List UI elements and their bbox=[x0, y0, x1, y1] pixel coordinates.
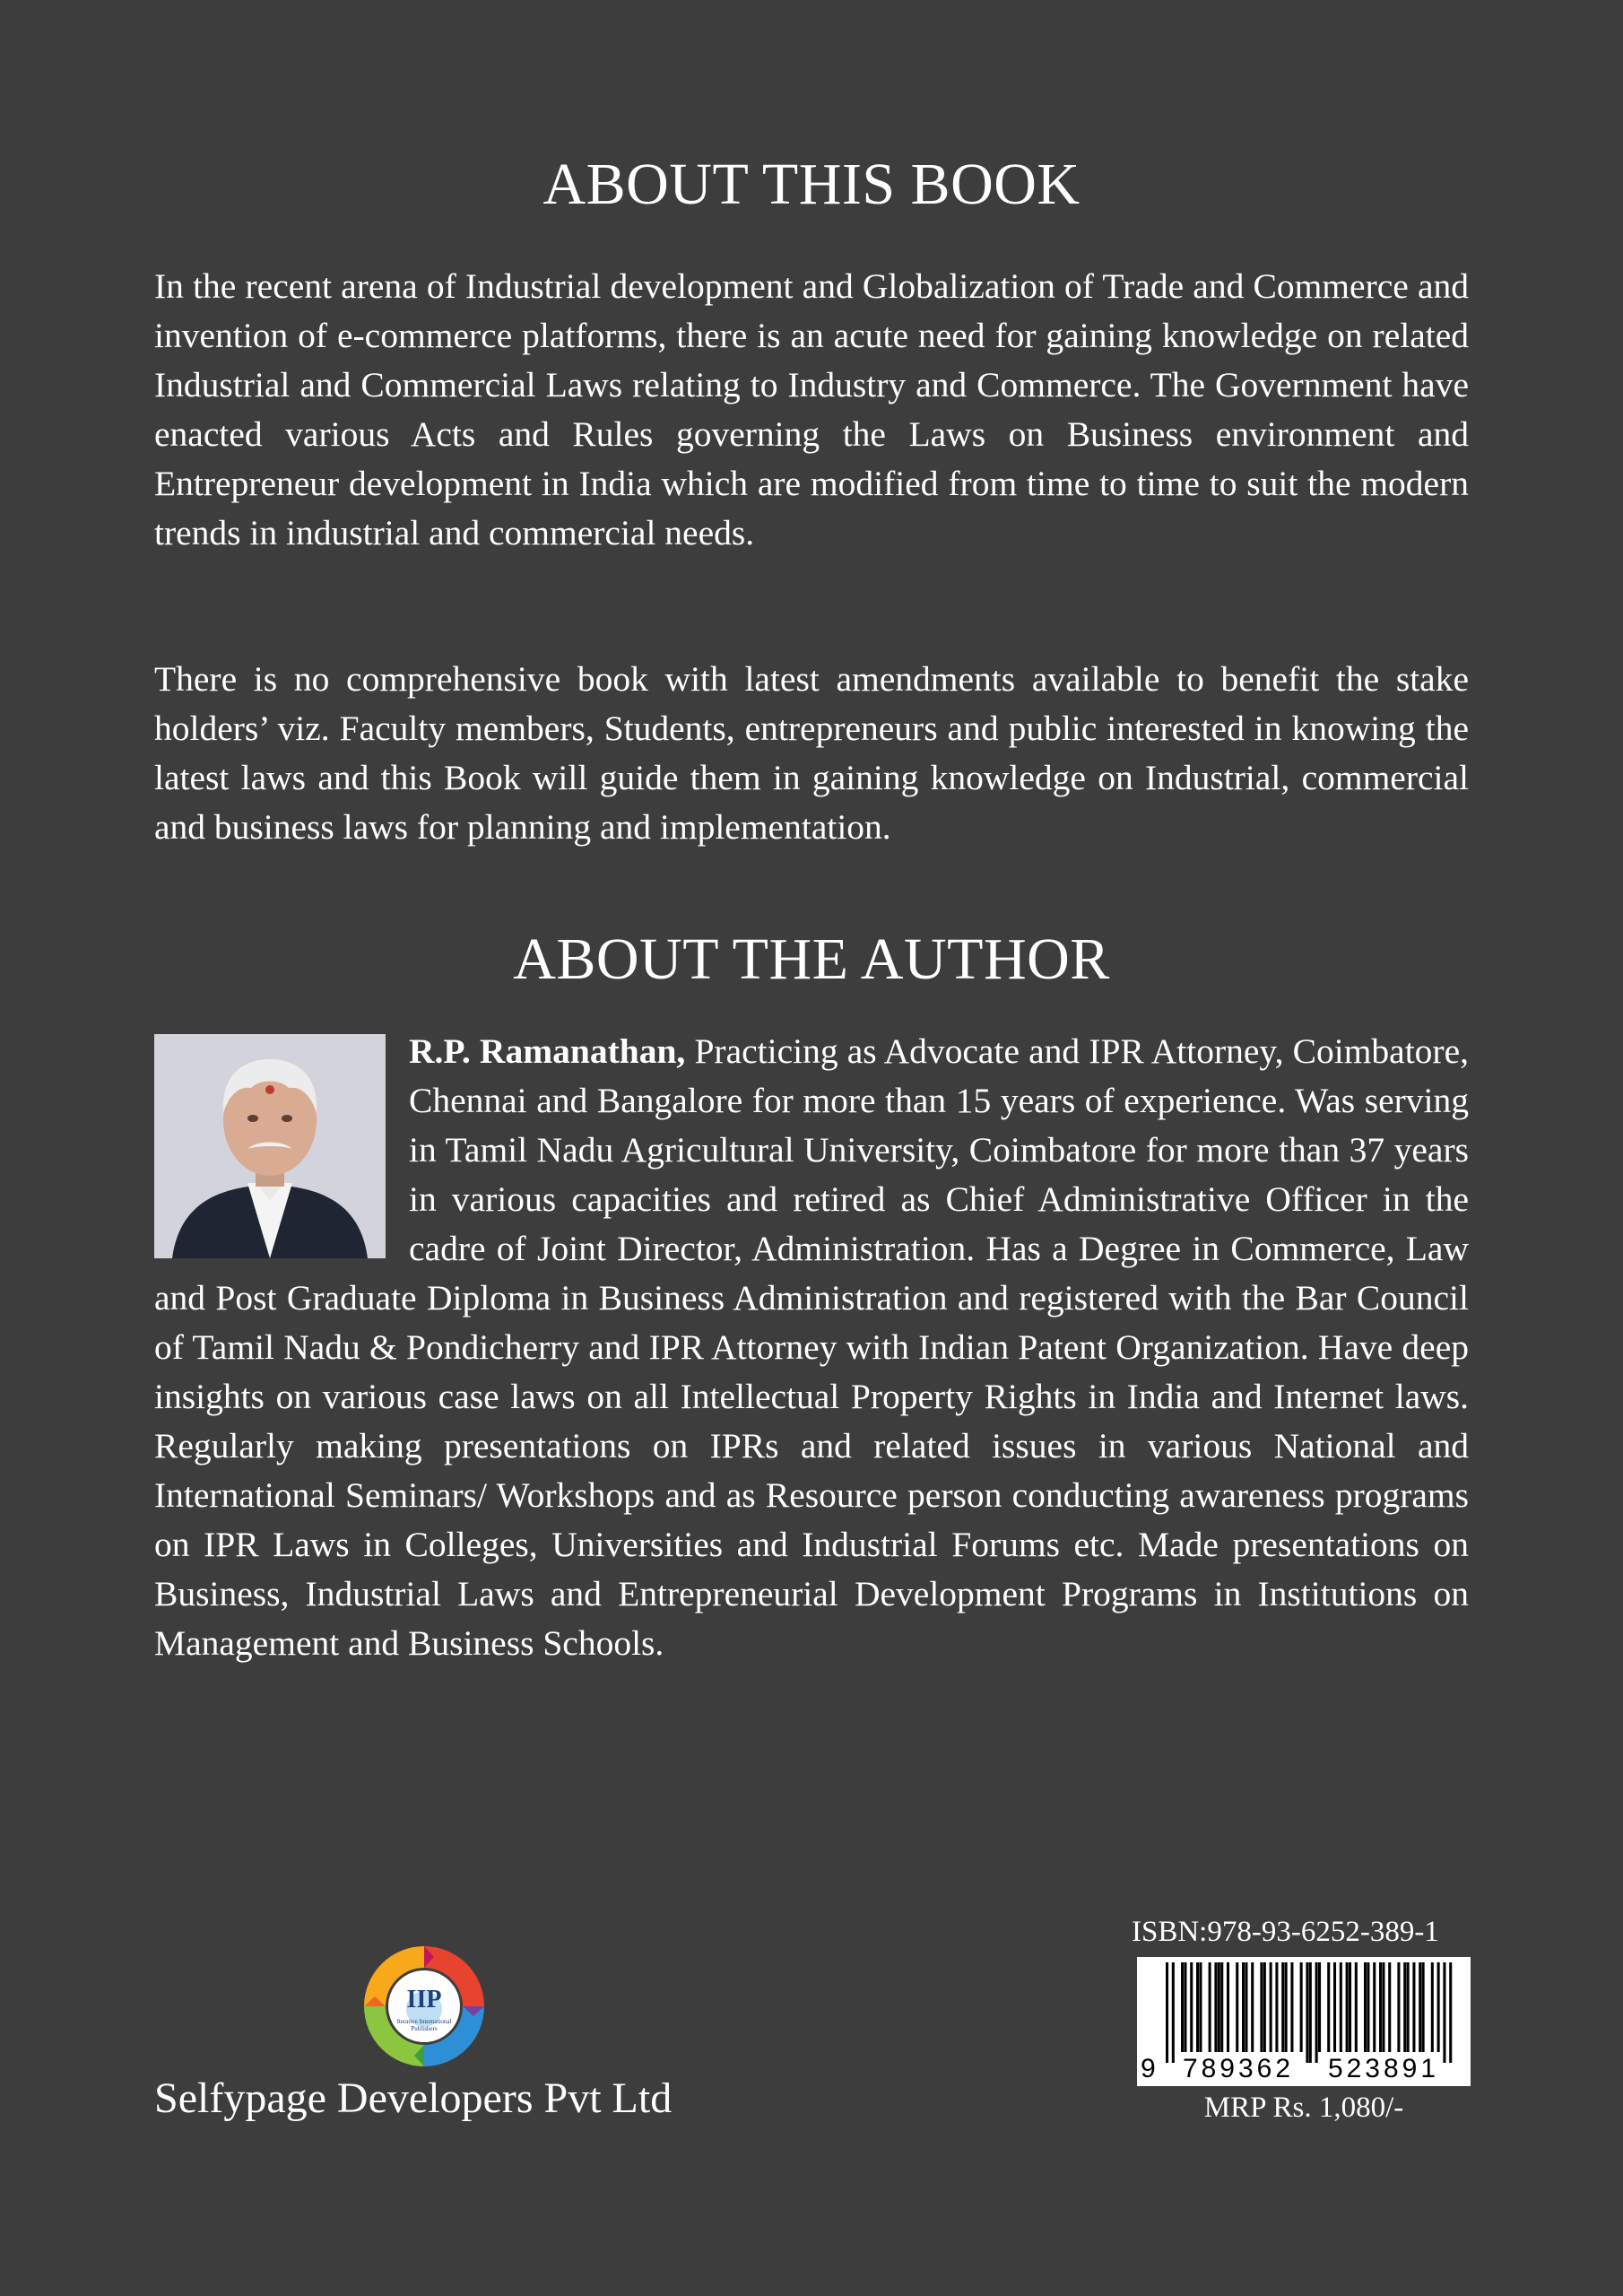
barcode-bar bbox=[1382, 1962, 1384, 2052]
about-book-heading: ABOUT THIS BOOK bbox=[542, 152, 1081, 217]
barcode-bar bbox=[1209, 1962, 1211, 2052]
barcode-bar bbox=[1218, 1962, 1220, 2052]
barcode-bar bbox=[1290, 1962, 1293, 2052]
barcode-bar bbox=[1422, 1962, 1425, 2052]
barcode-digits-left: 789362 bbox=[1182, 2054, 1295, 2083]
barcode-bar bbox=[1190, 1962, 1193, 2052]
author-photo bbox=[154, 1034, 386, 1258]
isbn-label: ISBN:978-93-6252-389-1 bbox=[1132, 1916, 1439, 1948]
barcode-digit-first: 9 bbox=[1141, 2054, 1156, 2083]
barcode-bar bbox=[1388, 1962, 1391, 2052]
author-bio: Practicing as Advocate and IPR Attorney, Coimbatore, Chennai and Bangalore for more than 15 years of experience. Was serving in Tamil Nadu Agricultural University, Coimbatore for more than 37 years in various capacities and retired as Chief Administrative Officer in the cadre of Joint Director, Administration. Has a Degree in Commerce, Law and Post Graduate Diploma in Business Administration and registered with the Bar Council of Tamil Nadu & Pondicherry and IPR Attorney with Indian Patent Organization. Have deep insights on various case laws on all Intellectual Property Rights in India and Internet laws. Regularly making presentations on IPRs and related issues in various National and International Seminars/ Workshops and as Resource person conducting awareness programs on IPR Laws in Colleges, Universities and Industrial Forums etc. Made presentations on Business, Industrial Laws and Entrepreneurial Development Programs in Institutions on Management and Business Schools. bbox=[154, 1031, 1469, 1663]
barcode-bar bbox=[1220, 1962, 1223, 2052]
about-author-heading: ABOUT THE AUTHOR bbox=[513, 926, 1110, 992]
barcode-bar bbox=[1214, 1962, 1217, 2052]
publisher-logo-ring-text: Iterative International Publishers bbox=[396, 2018, 452, 2032]
publisher-name: Selfypage Developers Pvt Ltd bbox=[154, 2074, 673, 2122]
barcode-bar bbox=[1245, 1962, 1247, 2052]
barcode-bar bbox=[1275, 1962, 1278, 2052]
about-book-paragraph-2: There is no comprehensive book with latest amendments available to benefit the stake holders’ viz. Faculty members, Students, entrepreneurs and public interested in knowing the latest laws and this Book will guide them in gaining knowledge on Industrial, commercial and business laws for planning and implementation. bbox=[154, 659, 1469, 847]
barcode-bar bbox=[1166, 1962, 1168, 2063]
barcode-bar bbox=[1281, 1962, 1284, 2052]
barcode-bar bbox=[1318, 1962, 1321, 2052]
barcode-bar bbox=[1403, 1962, 1406, 2052]
barcode-bar bbox=[1437, 1962, 1440, 2052]
barcode-bar bbox=[1355, 1962, 1358, 2052]
publisher-logo-initials: IIP bbox=[406, 1986, 442, 2013]
publisher-logo bbox=[357, 1939, 491, 2074]
barcode-bar bbox=[1349, 1962, 1351, 2052]
barcode-bar bbox=[1172, 1962, 1175, 2063]
price: MRP Rs. 1,080/- bbox=[1203, 2092, 1404, 2124]
isbn-barcode bbox=[1137, 1957, 1471, 2086]
barcode-bar bbox=[1346, 1962, 1349, 2052]
barcode-bar bbox=[1379, 1962, 1382, 2052]
barcode-bar bbox=[1431, 1962, 1434, 2052]
barcode-bar bbox=[1443, 1962, 1445, 2063]
barcode-bar bbox=[1184, 1962, 1186, 2052]
barcode-bar bbox=[1306, 1962, 1308, 2063]
barcode-bar bbox=[1364, 1962, 1367, 2052]
barcode-bar bbox=[1412, 1962, 1415, 2052]
barcode-bar bbox=[1260, 1962, 1263, 2052]
barcode-bar bbox=[1270, 1962, 1272, 2052]
barcode-bar bbox=[1373, 1962, 1376, 2052]
barcode-bar bbox=[1333, 1962, 1336, 2052]
barcode-bar bbox=[1236, 1962, 1238, 2052]
barcode-bar bbox=[1407, 1962, 1410, 2052]
barcode-bar bbox=[1285, 1962, 1288, 2052]
barcode-bar bbox=[1251, 1962, 1254, 2052]
author-name: R.P. Ramanathan, bbox=[409, 1031, 686, 1071]
barcode-bar bbox=[1340, 1962, 1342, 2052]
barcode-bar bbox=[1309, 1962, 1312, 2063]
barcode-bar bbox=[1263, 1962, 1266, 2052]
about-book-paragraph-1: In the recent arena of Industrial development and Globalization of Trade and Commerce and invention of e-commerce platforms, there is an acute need for gaining knowledge on related Industrial and Commercial Laws relating to Industry and Commerce. The Government have enacted various Acts and Rules governing the Laws on Business environment and Entrepreneur development in India which are modified from time to time to suit the modern trends in industrial and commercial needs. bbox=[154, 266, 1469, 552]
barcode-bar bbox=[1419, 1962, 1421, 2052]
barcode-bar bbox=[1315, 1962, 1318, 2063]
barcode-bar bbox=[1449, 1962, 1452, 2063]
barcode-bar bbox=[1227, 1962, 1229, 2052]
barcode-bar bbox=[1300, 1962, 1303, 2052]
barcode-bar bbox=[1367, 1962, 1369, 2052]
barcode-bar bbox=[1199, 1962, 1202, 2052]
barcode-bar bbox=[1196, 1962, 1199, 2052]
barcode-bar bbox=[1242, 1962, 1245, 2052]
barcode-digits-right: 523891 bbox=[1327, 2054, 1440, 2083]
barcode-bar bbox=[1397, 1962, 1400, 2052]
author-section bbox=[154, 1027, 1469, 1668]
barcode-bar bbox=[1181, 1962, 1184, 2052]
barcode-bar bbox=[1327, 1962, 1330, 2052]
